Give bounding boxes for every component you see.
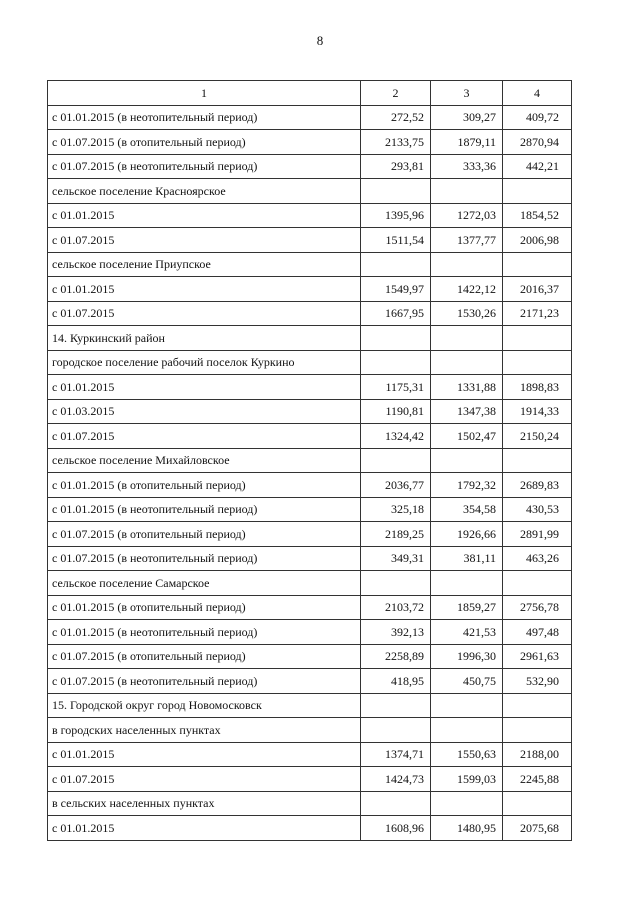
value-col-2 xyxy=(361,179,431,204)
row-label: с 01.01.2015 (в неотопительный период) xyxy=(48,620,361,645)
value-col-3: 1377,77 xyxy=(431,228,503,253)
value-col-4: 2075,68 xyxy=(503,816,572,841)
row-label: с 01.07.2015 (в отопительный период) xyxy=(48,522,361,547)
column-header-1: 1 xyxy=(48,81,361,106)
value-col-4: 1898,83 xyxy=(503,375,572,400)
row-label: с 01.07.2015 xyxy=(48,424,361,449)
row-label: в сельских населенных пунктах xyxy=(48,791,361,816)
table-row xyxy=(48,424,572,449)
value-col-4: 463,26 xyxy=(503,546,572,571)
row-label: с 01.07.2015 (в отопительный период) xyxy=(48,130,361,155)
value-col-4: 442,21 xyxy=(503,154,572,179)
table-row xyxy=(48,228,572,253)
value-col-4: 497,48 xyxy=(503,620,572,645)
value-col-2 xyxy=(361,718,431,743)
value-col-2: 2258,89 xyxy=(361,644,431,669)
table-row xyxy=(48,742,572,767)
value-col-4: 2016,37 xyxy=(503,277,572,302)
value-col-4: 2689,83 xyxy=(503,473,572,498)
value-col-3 xyxy=(431,326,503,351)
value-col-3: 1792,32 xyxy=(431,473,503,498)
table-row xyxy=(48,448,572,473)
row-label: сельское поселение Красноярское xyxy=(48,179,361,204)
value-col-2 xyxy=(361,791,431,816)
value-col-4 xyxy=(503,791,572,816)
value-col-2: 1424,73 xyxy=(361,767,431,792)
table-row xyxy=(48,375,572,400)
page-number: 8 xyxy=(316,33,324,48)
value-col-2: 349,31 xyxy=(361,546,431,571)
value-col-2: 293,81 xyxy=(361,154,431,179)
value-col-3: 1996,30 xyxy=(431,644,503,669)
row-label: с 01.01.2015 xyxy=(48,375,361,400)
row-label: 15. Городской округ город Новомосковск xyxy=(48,693,361,718)
row-label: с 01.01.2015 (в отопительный период) xyxy=(48,595,361,620)
table-row xyxy=(48,816,572,841)
row-label: с 01.07.2015 (в отопительный период) xyxy=(48,644,361,669)
row-label: с 01.01.2015 xyxy=(48,816,361,841)
value-col-4: 2006,98 xyxy=(503,228,572,253)
table-row xyxy=(48,693,572,718)
value-col-3: 1599,03 xyxy=(431,767,503,792)
value-col-4: 2150,24 xyxy=(503,424,572,449)
column-header-3: 3 xyxy=(431,81,503,106)
table-row xyxy=(48,105,572,130)
value-col-4 xyxy=(503,448,572,473)
table-row xyxy=(48,571,572,596)
value-col-4 xyxy=(503,350,572,375)
value-col-2: 1549,97 xyxy=(361,277,431,302)
value-col-2: 2103,72 xyxy=(361,595,431,620)
value-col-4 xyxy=(503,693,572,718)
table-row xyxy=(48,277,572,302)
value-col-2 xyxy=(361,350,431,375)
row-label: 14. Куркинский район xyxy=(48,326,361,351)
value-col-3: 1422,12 xyxy=(431,277,503,302)
value-col-2 xyxy=(361,252,431,277)
value-col-4: 2188,00 xyxy=(503,742,572,767)
value-col-3: 1550,63 xyxy=(431,742,503,767)
row-label: сельское поселение Михайловское xyxy=(48,448,361,473)
value-col-2: 1324,42 xyxy=(361,424,431,449)
row-label: в городских населенных пунктах xyxy=(48,718,361,743)
row-label: с 01.07.2015 xyxy=(48,228,361,253)
value-col-4 xyxy=(503,179,572,204)
table-row xyxy=(48,203,572,228)
value-col-2: 1395,96 xyxy=(361,203,431,228)
value-col-4: 2870,94 xyxy=(503,130,572,155)
value-col-2: 418,95 xyxy=(361,669,431,694)
value-col-2: 1190,81 xyxy=(361,399,431,424)
value-col-3: 1272,03 xyxy=(431,203,503,228)
table-body xyxy=(48,105,572,840)
table-row xyxy=(48,252,572,277)
value-col-4: 1914,33 xyxy=(503,399,572,424)
value-col-2: 1175,31 xyxy=(361,375,431,400)
row-label: с 01.07.2015 xyxy=(48,301,361,326)
row-label: с 01.01.2015 xyxy=(48,203,361,228)
row-label: с 01.01.2015 (в неотопительный период) xyxy=(48,105,361,130)
value-col-4: 430,53 xyxy=(503,497,572,522)
table-header xyxy=(48,81,572,106)
value-col-2: 1511,54 xyxy=(361,228,431,253)
row-label: с 01.01.2015 xyxy=(48,277,361,302)
value-col-3 xyxy=(431,693,503,718)
value-col-3 xyxy=(431,448,503,473)
value-col-4: 2891,99 xyxy=(503,522,572,547)
value-col-3: 1859,27 xyxy=(431,595,503,620)
value-col-4: 1854,52 xyxy=(503,203,572,228)
row-label: сельское поселение Приупское xyxy=(48,252,361,277)
row-label: сельское поселение Самарское xyxy=(48,571,361,596)
value-col-3: 450,75 xyxy=(431,669,503,694)
value-col-3: 1530,26 xyxy=(431,301,503,326)
value-col-3: 1347,38 xyxy=(431,399,503,424)
value-col-3: 1926,66 xyxy=(431,522,503,547)
table-row xyxy=(48,301,572,326)
value-col-2 xyxy=(361,693,431,718)
value-col-2: 392,13 xyxy=(361,620,431,645)
row-label: с 01.07.2015 (в неотопительный период) xyxy=(48,669,361,694)
value-col-2: 272,52 xyxy=(361,105,431,130)
table-row xyxy=(48,497,572,522)
table-row xyxy=(48,399,572,424)
column-header-4: 4 xyxy=(503,81,572,106)
value-col-2: 325,18 xyxy=(361,497,431,522)
value-col-3 xyxy=(431,252,503,277)
table-row xyxy=(48,473,572,498)
row-label: с 01.01.2015 xyxy=(48,742,361,767)
row-label: с 01.07.2015 (в неотопительный период) xyxy=(48,154,361,179)
row-label: с 01.03.2015 xyxy=(48,399,361,424)
table-row xyxy=(48,326,572,351)
value-col-4: 2756,78 xyxy=(503,595,572,620)
value-col-2 xyxy=(361,326,431,351)
row-label: городское поселение рабочий поселок Куркино xyxy=(48,350,361,375)
value-col-3: 381,11 xyxy=(431,546,503,571)
value-col-3: 1331,88 xyxy=(431,375,503,400)
value-col-2: 1667,95 xyxy=(361,301,431,326)
table-row xyxy=(48,644,572,669)
value-col-4: 532,90 xyxy=(503,669,572,694)
value-col-2 xyxy=(361,448,431,473)
value-col-3 xyxy=(431,350,503,375)
value-col-3: 1502,47 xyxy=(431,424,503,449)
table-row xyxy=(48,130,572,155)
row-label: с 01.07.2015 (в неотопительный период) xyxy=(48,546,361,571)
table-row xyxy=(48,791,572,816)
tariff-table xyxy=(47,80,572,841)
column-header-2: 2 xyxy=(361,81,431,106)
table-row xyxy=(48,669,572,694)
table-row xyxy=(48,546,572,571)
value-col-3: 354,58 xyxy=(431,497,503,522)
value-col-4: 409,72 xyxy=(503,105,572,130)
table-row xyxy=(48,620,572,645)
value-col-3 xyxy=(431,179,503,204)
value-col-2: 2036,77 xyxy=(361,473,431,498)
value-col-3: 309,27 xyxy=(431,105,503,130)
table-row xyxy=(48,179,572,204)
value-col-2: 1374,71 xyxy=(361,742,431,767)
table-row xyxy=(48,767,572,792)
table-row xyxy=(48,350,572,375)
value-col-3 xyxy=(431,791,503,816)
value-col-4: 2961,63 xyxy=(503,644,572,669)
header-row xyxy=(48,81,572,106)
value-col-3 xyxy=(431,718,503,743)
table-row xyxy=(48,154,572,179)
value-col-2: 1608,96 xyxy=(361,816,431,841)
row-label: с 01.01.2015 (в отопительный период) xyxy=(48,473,361,498)
table-row xyxy=(48,522,572,547)
value-col-3: 1879,11 xyxy=(431,130,503,155)
value-col-2: 2133,75 xyxy=(361,130,431,155)
table-row xyxy=(48,595,572,620)
value-col-3: 1480,95 xyxy=(431,816,503,841)
value-col-4 xyxy=(503,718,572,743)
row-label: с 01.07.2015 xyxy=(48,767,361,792)
value-col-4 xyxy=(503,326,572,351)
table-row xyxy=(48,718,572,743)
value-col-3: 333,36 xyxy=(431,154,503,179)
value-col-4 xyxy=(503,571,572,596)
value-col-2: 2189,25 xyxy=(361,522,431,547)
value-col-4 xyxy=(503,252,572,277)
value-col-3: 421,53 xyxy=(431,620,503,645)
row-label: с 01.01.2015 (в неотопительный период) xyxy=(48,497,361,522)
value-col-4: 2171,23 xyxy=(503,301,572,326)
value-col-3 xyxy=(431,571,503,596)
value-col-4: 2245,88 xyxy=(503,767,572,792)
value-col-2 xyxy=(361,571,431,596)
